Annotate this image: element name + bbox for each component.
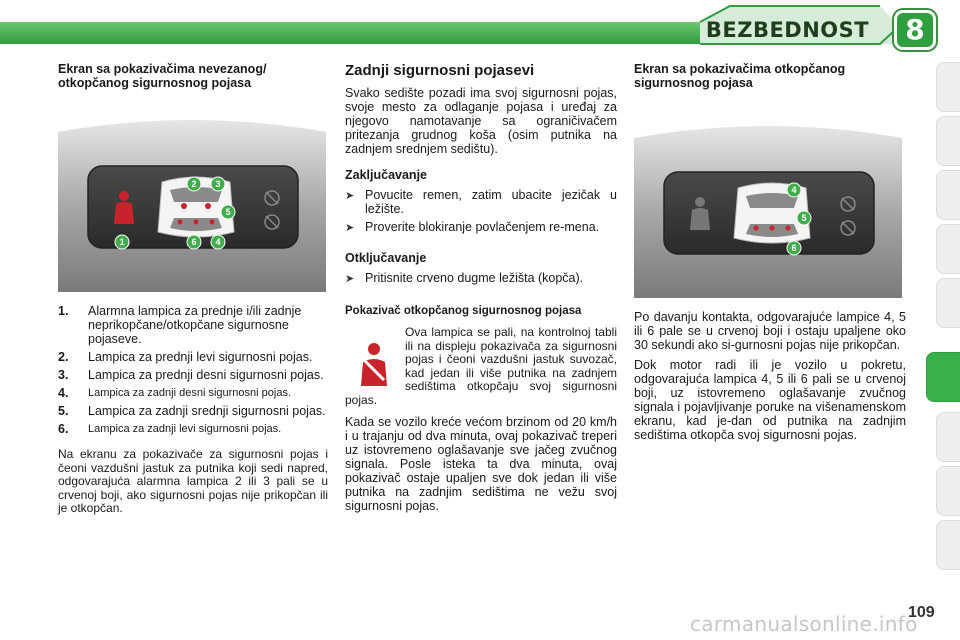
chapter-tab[interactable] — [936, 116, 960, 166]
step-text: Proverite blokiranje povlačenjem re-mena. — [365, 220, 600, 234]
callout-4: 4 — [791, 185, 797, 195]
watermark-text: carmanualsonline.info — [690, 612, 918, 636]
seatbelt-warning-icon — [351, 340, 397, 390]
indicator-block — [345, 326, 617, 407]
right-column — [634, 62, 906, 448]
item-text: Lampica za prednji desni sigurnosni pojas. — [88, 368, 324, 382]
callout-1: 1 — [119, 237, 125, 247]
page-number: 109 — [908, 604, 935, 621]
list-item — [58, 368, 328, 382]
left-note: Na ekranu za pokazivače za sigurnosni pojas i čeoni vazdušni jastuk za putnika koji sedi napred, odgovarajuća alarmna lampica 2 ili 3 pali se u crvenoj boji, ako sigurnosni pojas nije prikopčan ili je otkopčan. — [58, 447, 328, 515]
indicator-heading: Pokazivač otkopčanog sigurnosnog pojasa — [345, 305, 582, 317]
item-number: 2. — [58, 350, 69, 364]
item-number: 1. — [58, 304, 69, 318]
list-item — [58, 386, 328, 400]
right-para-2: Dok motor radi ili je vozilo u pokretu, odgovarajuća lampica 4, 5 ili 6 pali se u crvenoj boji, uz istovremeno oglašavanje zvučnog signala i pojavljivanje poruke na višenamenskom ekranu, kad je-dan od putnika na zadnjim sedištima otkopča svoj sigurnosni pojas. — [634, 358, 906, 442]
step-text: Pritisnite crveno dugme ležišta (kopča). — [365, 271, 584, 285]
chapter-tab[interactable] — [936, 466, 960, 516]
left-heading: Ekran sa pokazivačima nevezanog/ otkopčanog sigurnosnog pojasa — [58, 62, 267, 90]
list-item — [58, 304, 328, 346]
chapter-tab[interactable] — [936, 278, 960, 328]
item-text: Lampica za zadnji desni sigurnosni pojas. — [88, 387, 292, 399]
chapter-tab[interactable] — [936, 520, 960, 570]
item-number: 6. — [58, 422, 69, 436]
indicator-list — [58, 304, 328, 436]
unlocking-steps — [345, 271, 617, 286]
list-item — [345, 271, 617, 286]
item-text: Alarmna lampica za prednje i/ili zadnje neprikopčane/otkopčane sigurnosne pojaseve. — [88, 304, 302, 346]
item-number: 3. — [58, 368, 69, 382]
callout-3: 3 — [215, 179, 221, 189]
middle-column — [345, 62, 617, 519]
dashboard-display-right — [634, 118, 902, 298]
locking-steps — [345, 188, 617, 235]
locking-heading: Zaključavanje — [345, 168, 427, 182]
bullet-icon: ➤ — [345, 273, 355, 285]
left-column — [58, 62, 328, 522]
chapter-tab-active[interactable] — [926, 352, 960, 402]
callout-6: 6 — [191, 237, 197, 247]
seatbelt-display-illustration — [58, 112, 326, 292]
dashboard-display-left — [58, 112, 326, 292]
item-number: 4. — [58, 386, 69, 400]
speed-warning-text: Kada se vozilo kreće većom brzinom od 20 km/h i u trajanju od dva minuta, ovaj pokazivač treperi uz istovremeno oglašavanje sve jačeg zvučnog signala. Posle isteka ta dva minuta, ovaj pokazivač ostaje upaljen sve dok jedan ili više putnika na zadnjim sedištima ne vežu svoj sigurnosni pojas. — [345, 415, 617, 513]
callout-5: 5 — [801, 213, 807, 223]
list-item — [58, 404, 328, 418]
chapter-tab[interactable] — [936, 412, 960, 462]
list-item — [58, 350, 328, 364]
step-text: Povucite remen, zatim ubacite jezičak u ležište. — [365, 188, 617, 216]
bullet-icon: ➤ — [345, 190, 355, 202]
list-item — [345, 188, 617, 216]
item-text: Lampica za zadnji srednji sigurnosni pojas. — [88, 404, 326, 418]
list-item — [58, 422, 328, 436]
callout-5: 5 — [225, 207, 231, 217]
indicator-text: Ova lampica se pali, na kontrolnoj tabli ili na displeju pokazivača za sigurnosni pojas i čeoni vazdušni jastuk suvozač, kad jedan ili više putnika na zadnjem sedištima otkopčaju svoj sigurnosni pojas. — [345, 325, 617, 407]
list-item — [345, 220, 617, 235]
chapter-tab[interactable] — [936, 224, 960, 274]
item-text: Lampica za prednji levi sigurnosni pojas. — [88, 350, 313, 364]
item-text: Lampica za zadnji levi sigurnosni pojas. — [88, 423, 282, 435]
chapter-tabs — [930, 62, 960, 582]
item-number: 5. — [58, 404, 69, 418]
rear-seatbelt-display-illustration — [634, 118, 902, 298]
rear-seatbelts-intro: Svako sedište pozadi ima svoj sigurnosni pojas, svoje mesto za odlaganje pojasa i uređaj za njegovo namotavanje sa ograničivačem pritezanja grudnog koša (osim putnika na zadnjem srednjem sedištu). — [345, 86, 617, 156]
right-para-1: Po davanju kontakta, odgovarajuće lampice 4, 5 ili 6 pale se u crvenoj boji i ostaju upaljene oko 30 sekundi ako si-gurnosni pojas nije prikopčan. — [634, 310, 906, 352]
callout-2: 2 — [191, 179, 197, 189]
callout-6: 6 — [791, 243, 797, 253]
rear-seatbelts-title: Zadnji sigurnosni pojasevi — [345, 62, 535, 79]
chapter-tab[interactable] — [936, 62, 960, 112]
bullet-icon: ➤ — [345, 222, 355, 234]
chapter-tab[interactable] — [936, 170, 960, 220]
page-section-title: BEZBEDNOST — [705, 18, 870, 42]
chapter-number-badge: 8 — [894, 10, 936, 50]
callout-4: 4 — [215, 237, 221, 247]
unlocking-heading: Otključavanje — [345, 251, 427, 265]
right-heading: Ekran sa pokazivačima otkopčanog sigurnosnog pojasa — [634, 62, 846, 90]
